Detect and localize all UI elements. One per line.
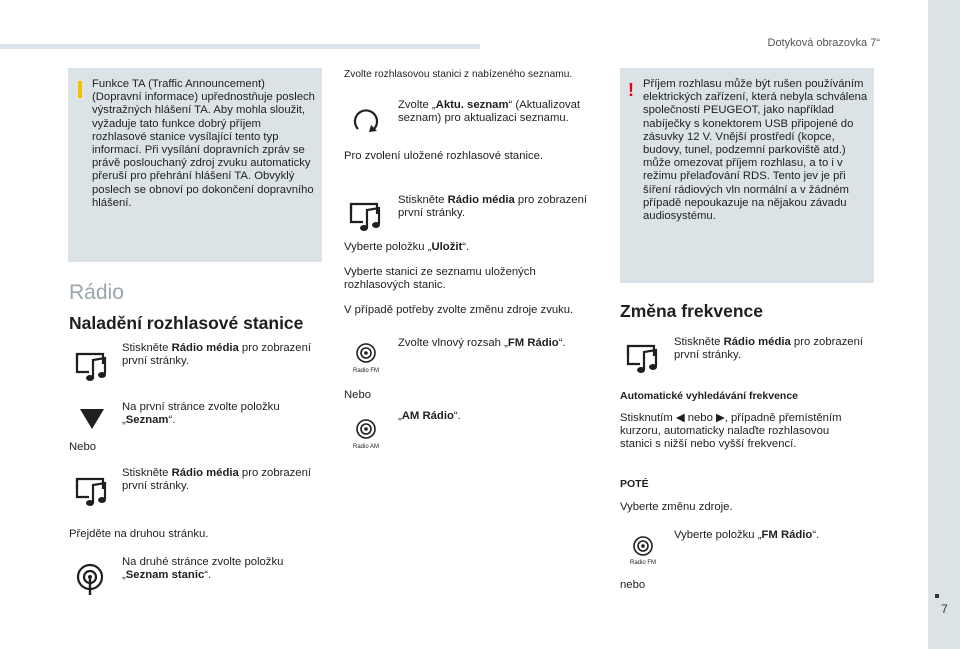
info-icon (78, 81, 82, 98)
or-text-2: Nebo (344, 389, 372, 401)
step-press-media-4: Stiskněte Rádio média pro zobrazení první stránky. (674, 336, 863, 362)
side-tab (928, 0, 960, 649)
media-music-icon (75, 350, 109, 384)
swipe-text: Přejděte na druhou stránku. (69, 528, 209, 540)
ta-note: Funkce TA (Traffic Announcement) (Dopravní informace) upřednostňuje poslech výstražných hlášení TA. Aby mohla sloužit, vyžaduje tato funkce dobrý příjem rozhlasové stanice vysílající tento typ informací. Při vysílání dopravních zpráv se právě poslouchaný zdroj zvuku automaticky přeruší pro přehrání hlášení TA. Obvyklý poslech se obnoví po dokončení dopravního hlášení. (92, 78, 315, 209)
then-heading: POTÉ (620, 478, 649, 490)
triangle-down-icon (79, 408, 105, 430)
heading-freq: Změna frekvence (620, 301, 763, 321)
radio-am-label: Radio AM (352, 444, 379, 450)
radio-am-icon (355, 418, 377, 440)
step-press-media-2: Stiskněte Rádio média pro zobrazení první stránky. (122, 467, 311, 493)
auto-search-heading: Automatické vyhledávání frekvence (620, 390, 798, 402)
am-text: „AM Rádio“. (398, 410, 461, 422)
radio-station-icon (73, 562, 107, 596)
choose-source: Vyberte změnu zdroje. (620, 501, 733, 513)
warning-icon: ! (628, 80, 634, 100)
step-station-list: Na druhé stránce zvolte položku „Seznam stanic“. (122, 556, 284, 582)
radio-fm-label: Radio FM (352, 368, 379, 374)
media-music-icon (75, 475, 109, 509)
arrow-left-icon: ◀ (675, 412, 685, 424)
fm-text: Zvolte vlnový rozsah „FM Rádio“. (398, 337, 566, 349)
page-number: 7 (941, 602, 948, 616)
choose-saved: Pro zvolení uložené rozhlasové stanice. (344, 150, 544, 162)
section-title-radio: Rádio (69, 281, 124, 304)
or-text: Nebo (69, 441, 97, 453)
page-dot (935, 594, 939, 598)
radio-fm-icon (355, 342, 377, 364)
refresh-list-text: Zvolte „Aktu. seznam“ (Aktualizovat seznam) pro aktualizaci seznamu. (398, 99, 581, 125)
radio-fm-icon (632, 535, 654, 557)
media-music-icon (349, 200, 383, 234)
heading-tuning: Naladění rozhlasové stanice (69, 313, 304, 333)
radio-fm-label-2: Radio FM (629, 560, 656, 566)
arrow-right-icon: ▶ (716, 412, 725, 424)
step-press-media: Stiskněte Rádio média pro zobrazení první stránky. (122, 342, 311, 368)
save-text: Vyberte položku „Uložit“. (344, 241, 470, 253)
press-arrows-text: Stisknutím ◀ nebo ▶, případně přemístěním kurzoru, automaticky nalaďte rozhlasovou stanici s nižší nebo vyšší frekvencí. (620, 412, 842, 451)
media-music-icon (626, 342, 660, 376)
change-source: V případě potřeby zvolte změnu zdroje zvuku. (344, 304, 574, 316)
or-text-3: nebo (620, 579, 646, 591)
top-rule (0, 44, 480, 49)
step-press-media-3: Stiskněte Rádio média pro zobrazení první stránky. (398, 194, 587, 220)
page-header: Dotyková obrazovka 7“ (767, 37, 880, 49)
fm-select-text: Vyberte položku „FM Rádio“. (674, 529, 820, 541)
step-select-list: Na první stránce zvolte položku „Seznam“. (122, 401, 280, 427)
refresh-icon (352, 107, 380, 135)
choose-station: Zvolte rozhlasovou stanici z nabízeného seznamu. (344, 69, 573, 80)
warning-text: Příjem rozhlasu může být rušen používáním elektrických zařízení, která nebyla schválena společností PEUGEOT, jako například nabíječky s konektorem USB připojené do zásuvky 12 V. Vnější prostředí (kopce, budovy, tunel, podzemní parkoviště atd.) může omezovat příjem rozhlasu, a to i v režimu přelaďování RDS. Tento jev je při šíření rádiových vln normální a v žádném případě nepoukazuje na nějakou závadu audiosystému. (643, 78, 868, 223)
choose-list: Vyberte stanici ze seznamu uložených rozhlasových stanic. (344, 266, 536, 292)
